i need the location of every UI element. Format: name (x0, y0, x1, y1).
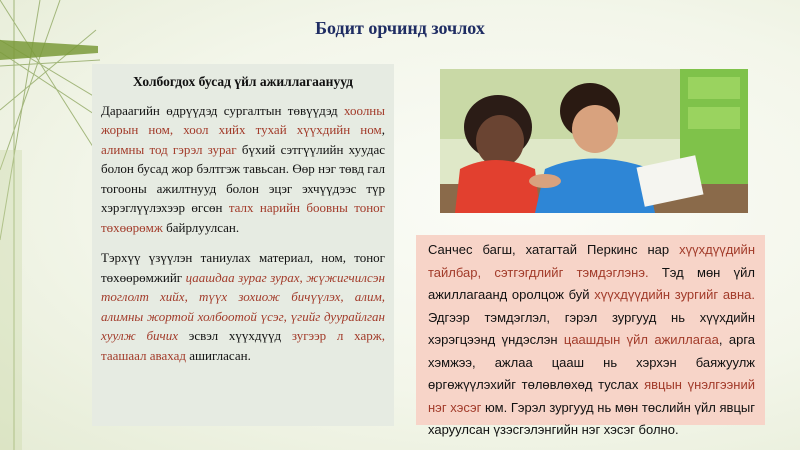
right-box-paragraph (428, 239, 755, 442)
text-run: , арга хэмжээ, ажлаа цааш нь хэрхэн баяжуулж өргөжүүлэхийг төлөвлөхөд туслах (428, 332, 756, 392)
observation-notes-box (416, 235, 765, 437)
children-reading-photo (440, 69, 748, 213)
text-run: Тэд мөн үйл ажиллагаанд оролцож буй (428, 264, 755, 302)
text-run: , (381, 122, 385, 137)
text-run: Эдгээр тэмдэглэл, гэрэл зургууд нь хүүхдийн хэрэгцээнд үндэслэн (428, 309, 755, 347)
text-run: бүхий сэтгүүлийн хуудас болон бусад жор бэлтгэж тавьсан. Өөр нэг төвд гал тогооны ажилтнууд болон эцэг эхчүүдээс түр хэрэглүүлэхээр өгсөн (101, 141, 385, 215)
highlighted-text: хоолны жорын ном, хоол хийх тухай хүүхдийн ном (101, 102, 385, 137)
left-box-heading: Холбогдох бусад үйл ажиллагаанууд (133, 74, 353, 89)
text-run: Санчес багш, хатагтай Перкинс нар (428, 242, 680, 257)
text-run: байрлуулсан. (162, 219, 240, 235)
highlighted-text: цаашдаа зураг зурах, жүжигчилсэн тоглолт хийх, түүх зохиож бичүүлэх, алим, алимны жортой холбоотой үсэг, үгийг дуурайлган хуулж бичих (101, 269, 385, 343)
text-run: Тэрхүү үзүүлэн таниулах материал, ном, тоног төхөөрөмжийг (101, 250, 385, 285)
text-run: эсвэл хүүхдүүд (178, 328, 292, 343)
left-box-paragraph-1 (101, 101, 385, 238)
highlighted-text: талх нарийн боовны тоног төхөөрөмж (101, 200, 385, 235)
highlighted-text: зугээр л харж, таашаал авахад (101, 328, 386, 363)
highlighted-text: явцын үнэлгээний нэг хэсэг (428, 377, 755, 415)
text-run: юм. Гэрэл зургууд нь мөн төслийн үйл явцыг харуулсан үзэсгэлэнгийн нэг хэсэг болно. (428, 399, 755, 437)
highlighted-text: хүүхдүүдийн зургийг авна. (594, 287, 755, 302)
slide-title: Бодит орчинд зочлох (315, 18, 485, 38)
text-run: Дараагийн өдрүүдэд сургалтын төвүүдэд (101, 102, 344, 118)
decorative-lines-icon (0, 0, 100, 450)
left-box-paragraph-2 (101, 248, 385, 365)
related-activities-box (92, 64, 394, 426)
highlighted-text: алимны тод гэрэл зураг (101, 141, 237, 157)
text-run: ашигласан. (186, 347, 251, 363)
highlighted-text: цаашдын үйл ажиллагаа (563, 332, 719, 347)
highlighted-text: хүүхдүүдийн тайлбар, сэтгэгдлийг тэмдэглэнэ. (428, 242, 755, 280)
